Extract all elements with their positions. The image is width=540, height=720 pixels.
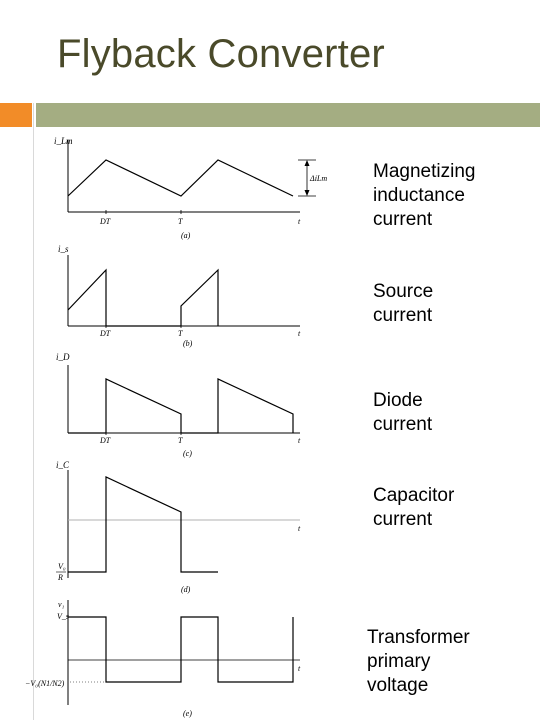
panel-e-tick-t: t (298, 664, 301, 673)
label-diode-line-1: Diode (373, 390, 423, 411)
panel-c-y-label: i_D (56, 352, 70, 362)
panel-d-tick-t: t (298, 524, 301, 533)
panel-c-caption: (c) (183, 449, 192, 458)
label-diode-line-2: current (373, 414, 433, 435)
panel-b-caption: (b) (183, 339, 193, 348)
panel-d-neg-label-num: V₀ (58, 562, 66, 571)
panel-a-waveform (68, 160, 293, 196)
label-diode-current (373, 389, 432, 437)
panel-d-caption: (d) (181, 585, 191, 594)
label-capacitor-line-2: current (373, 509, 433, 530)
panel-a-tick-dt: DT (100, 217, 111, 226)
panel-b-tick-dt: DT (100, 329, 111, 338)
panel-a-arrow-up (305, 160, 310, 166)
panel-c (56, 352, 301, 458)
label-transformer-line-3: voltage (367, 675, 429, 696)
label-transformer-voltage (367, 626, 470, 698)
panel-b-tick-t: t (298, 329, 301, 338)
label-magnetizing-line-3: current (373, 209, 433, 230)
panel-c-tick-dt: DT (100, 436, 111, 445)
label-source-line-2: current (373, 305, 433, 326)
panel-c-waveform (68, 379, 293, 433)
panel-a-tick-t-period: T (178, 217, 183, 226)
panel-a-y-label: i_Lm (54, 136, 73, 146)
panel-b (58, 244, 301, 348)
panel-e-caption: (e) (183, 709, 192, 718)
panel-a-delta-label: ΔiLm (310, 174, 328, 183)
panel-c-tick-t-period: T (178, 436, 183, 445)
panel-a-tick-t: t (298, 217, 301, 226)
label-magnetizing-current (373, 160, 475, 232)
panel-d (56, 460, 301, 594)
label-source-current (373, 280, 433, 328)
label-transformer-line-1: Transformer (367, 627, 470, 648)
panel-e (25, 600, 301, 718)
panel-d-waveform (68, 477, 218, 572)
panel-b-waveform (68, 270, 218, 326)
label-transformer-line-2: primary (367, 651, 431, 672)
panel-e-waveform (68, 617, 293, 682)
label-source-line-1: Source (373, 281, 434, 302)
label-capacitor-line-1: Capacitor (373, 485, 455, 506)
panel-e-neg-label: −V₀(N1/N2) (25, 679, 65, 688)
label-magnetizing-line-2: inductance (373, 185, 465, 206)
panel-b-y-label: i_s (58, 244, 69, 254)
panel-c-tick-t: t (298, 436, 301, 445)
panel-a-caption: (a) (181, 231, 191, 240)
panel-e-y-label: v₁ (58, 600, 65, 609)
panel-b-tick-t-period: T (178, 329, 183, 338)
panel-a-arrow-down (305, 190, 310, 196)
slide-title: Flyback Converter (57, 32, 385, 76)
label-magnetizing-line-1: Magnetizing (373, 161, 476, 182)
panel-a (54, 136, 327, 240)
panel-e-pos-label: V_s (57, 612, 69, 621)
panel-d-neg-label-den: R (58, 573, 63, 582)
label-capacitor-current (373, 484, 454, 532)
panel-d-y-label: i_C (56, 460, 70, 470)
